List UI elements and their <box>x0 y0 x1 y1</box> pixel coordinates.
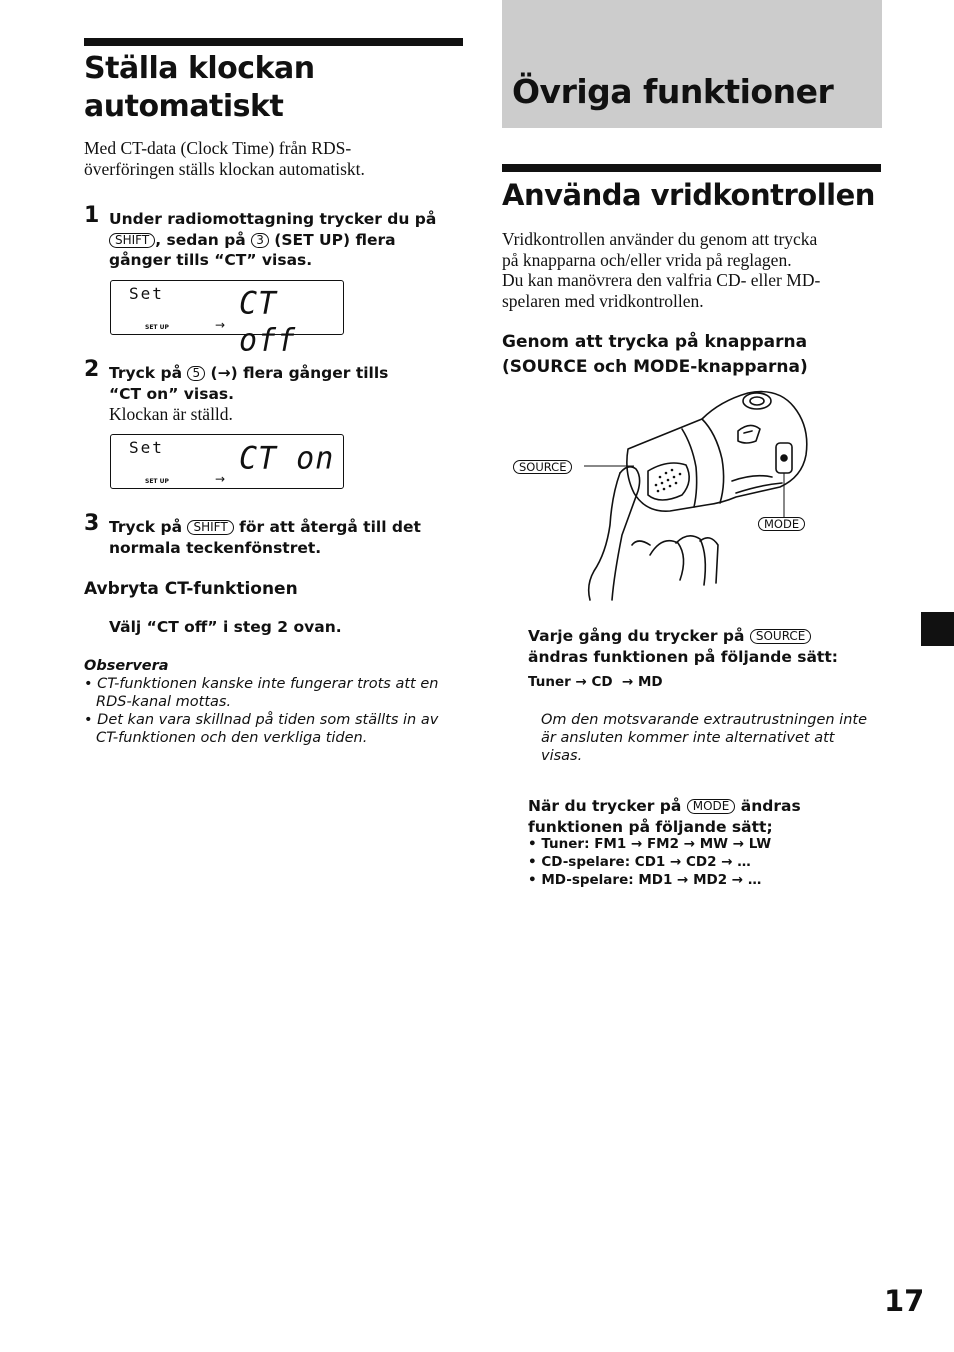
left-intro-line1: Med CT-data (Clock Time) från RDS- <box>84 138 352 158</box>
step1-line2-mid: , sedan på <box>155 230 246 249</box>
right-intro-line3: Du kan manövrera den valfria CD- eller MD- <box>502 270 821 290</box>
mode-text-line1 <box>528 796 888 817</box>
buttons-subheading <box>502 330 882 380</box>
right-intro-line2: på knapparna och/eller vrida på reglagen. <box>502 249 792 270</box>
mode-list-item-tuner: • Tuner: FM1 → FM2 → MW → LW <box>528 836 772 852</box>
step3-post: för att återgå till det <box>239 518 421 536</box>
source-sequence: Tuner → CD → MD <box>528 674 663 690</box>
thumb-index-tab <box>921 612 954 646</box>
notes-heading: Observera <box>84 658 169 674</box>
step3-text <box>109 517 469 558</box>
source-note-line1: Om den motsvarande extrautrustningen inte <box>541 712 868 728</box>
lcd-display-ct-off <box>110 280 344 359</box>
buttons-subheading-line2: (SOURCE och MODE-knapparna) <box>502 357 808 377</box>
source-button-label: SOURCE <box>750 629 812 644</box>
step3-line1 <box>109 517 469 538</box>
step1-line2 <box>109 230 469 251</box>
step1-line3: gånger tills “CT” visas. <box>109 251 313 269</box>
page-number: 17 <box>884 1284 925 1318</box>
lcd-arrow: → <box>215 318 226 332</box>
notes-list <box>84 675 464 747</box>
mode-list <box>528 835 771 889</box>
section-banner <box>502 0 882 128</box>
right-intro-line1: Vridkontrollen använder du genom att trycka <box>502 229 818 249</box>
step2-arrow-text: (→) flera gånger tills <box>210 364 389 382</box>
cancel-ct-heading: Avbryta CT-funktionen <box>84 579 298 599</box>
step2-text <box>109 363 469 425</box>
source-text <box>528 626 888 667</box>
illustration-mode-label: MODE <box>758 517 805 531</box>
source-note-line3: visas. <box>541 748 583 764</box>
step2-pre: Tryck på <box>109 364 183 382</box>
banner-title: Övriga funktioner <box>512 72 834 111</box>
note-item-2-line1: • Det kan vara skillnad på tiden som ställts in av <box>84 712 439 728</box>
rotary-commander-drawing <box>510 385 820 610</box>
mode-text-post: ändras <box>740 797 801 815</box>
note-item-2-line2: CT-funktionen och den verkliga tiden. <box>96 730 368 746</box>
lcd-set-text: Set <box>129 284 164 303</box>
mode-text <box>528 796 888 837</box>
lcd-set-text: Set <box>129 438 164 457</box>
step2-line2: “CT on” visas. <box>109 384 235 403</box>
button-5-label: 5 <box>187 366 205 381</box>
step1-line1: Under radiomottagning trycker du på <box>109 210 437 228</box>
rotary-commander-illustration <box>510 385 820 610</box>
step3-number: 3 <box>84 511 100 536</box>
lcd-ct-on-text: CT on <box>239 440 335 477</box>
note-item-1-line2: RDS-kanal mottas. <box>96 694 232 710</box>
right-intro <box>502 229 882 311</box>
cancel-ct-text: Välj “CT off” i steg 2 ovan. <box>109 618 342 636</box>
source-text-pre: Varje gång du trycker på <box>528 627 745 645</box>
step2-number: 2 <box>84 357 100 382</box>
lcd-display-ct-on <box>110 434 344 489</box>
lcd-setup-label: SET UP <box>145 324 169 331</box>
right-intro-line4: spelaren med vridkontrollen. <box>502 290 704 311</box>
mode-text-line2: funktionen på följande sätt; <box>528 817 773 836</box>
left-heading <box>84 50 464 126</box>
source-note-line2: är ansluten kommer inte alternativet att <box>541 730 835 746</box>
left-heading-line2: automatiskt <box>84 89 284 124</box>
step1-line2-end: (SET UP) flera <box>274 230 396 249</box>
step2-line1 <box>109 363 469 384</box>
left-intro <box>84 138 464 179</box>
mode-list-item-md: • MD-spelare: MD1 → MD2 → … <box>528 872 762 888</box>
lcd-ct-off-text: CT off <box>239 285 297 359</box>
note-item-1-line1: • CT-funktionen kanske inte fungerar trots att en <box>84 676 439 692</box>
source-note <box>541 711 886 765</box>
step1-text <box>109 209 469 271</box>
step3-line2: normala teckenfönstret. <box>109 538 322 557</box>
button-3-label: 3 <box>251 233 269 248</box>
step2-line3: Klockan är ställd. <box>109 404 233 424</box>
mode-button-label: MODE <box>687 799 736 814</box>
lcd-setup-label: SET UP <box>145 478 169 485</box>
step3-pre: Tryck på <box>109 518 183 536</box>
illustration-source-label: SOURCE <box>513 460 572 474</box>
mode-list-item-cd: • CD-spelare: CD1 → CD2 → … <box>528 854 751 870</box>
source-text-line2: ändras funktionen på följande sätt: <box>528 647 838 666</box>
buttons-subheading-line1: Genom att trycka på knapparna <box>502 332 808 352</box>
right-heading: Använda vridkontrollen <box>502 178 875 212</box>
left-intro-line2: överföringen ställs klockan automatiskt. <box>84 158 365 179</box>
shift-button-label: SHIFT <box>109 233 155 248</box>
lcd-arrow: → <box>215 472 226 486</box>
left-heading-rule <box>84 38 463 46</box>
right-heading-rule <box>502 164 881 172</box>
step1-number: 1 <box>84 203 100 228</box>
shift-button-label: SHIFT <box>187 520 233 535</box>
left-heading-line1: Ställa klockan <box>84 51 315 86</box>
mode-text-pre: När du trycker på <box>528 797 682 815</box>
source-text-line1 <box>528 626 888 647</box>
